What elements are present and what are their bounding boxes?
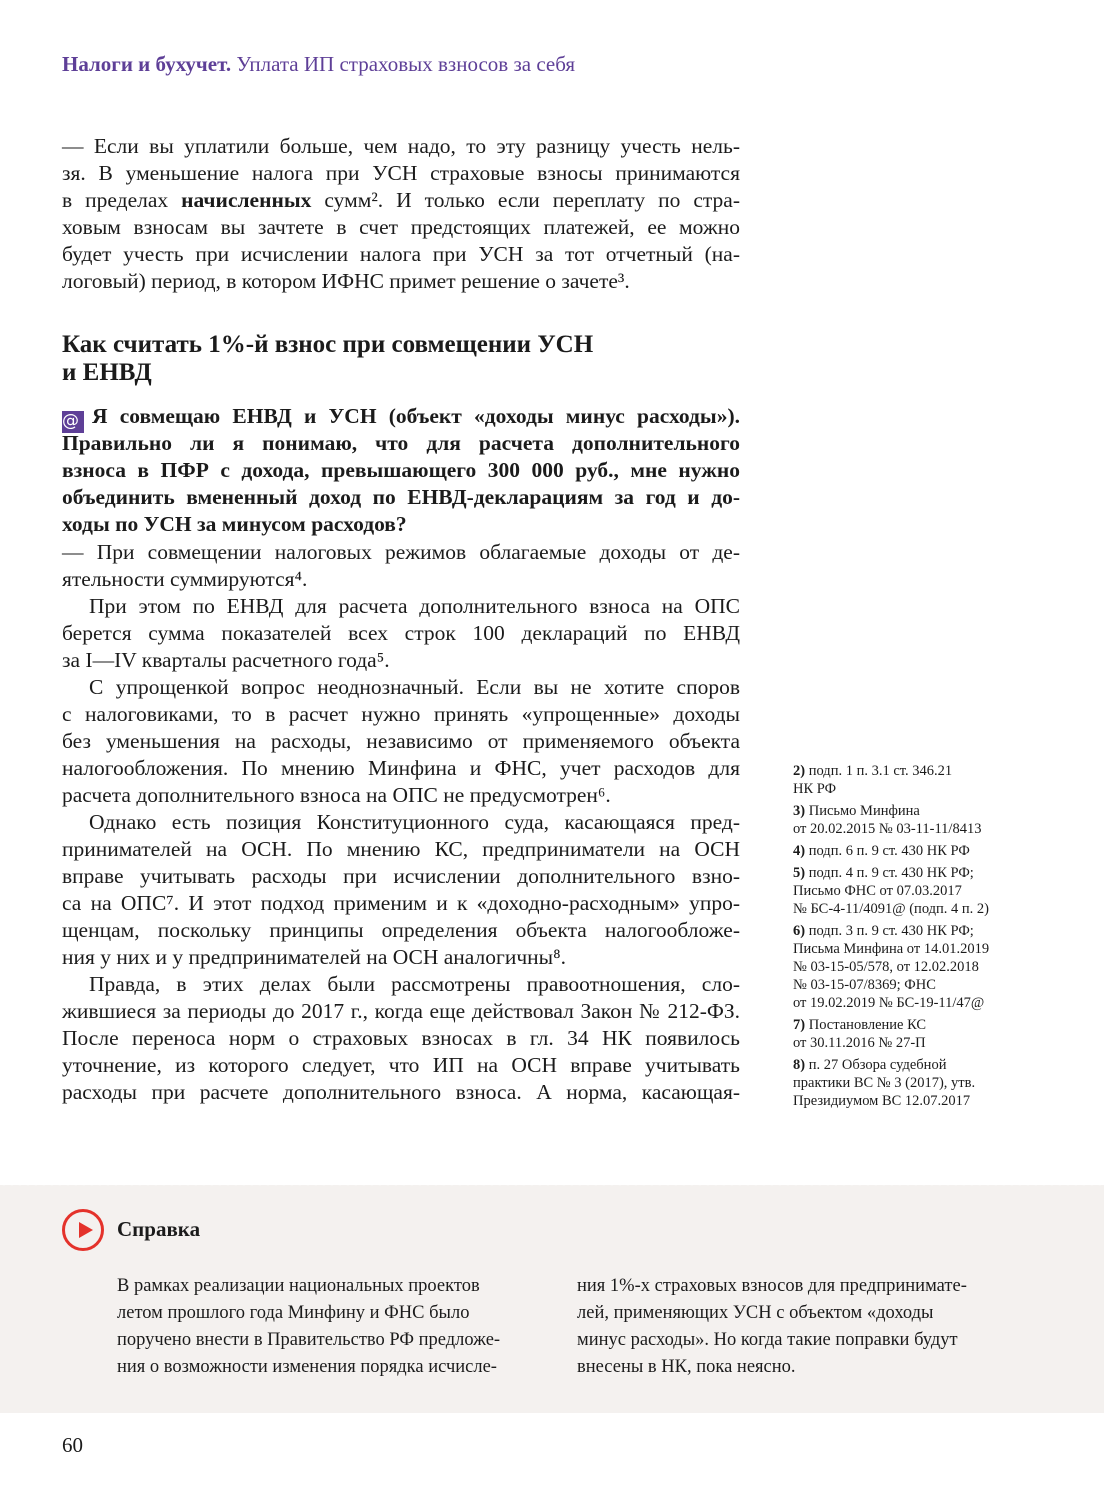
- footnote-number: 2): [793, 763, 806, 779]
- emphasis-text: начисленных: [181, 188, 312, 212]
- footnote-number: 5): [793, 865, 806, 881]
- reader-question: [62, 403, 740, 538]
- text-line: без уменьшения на расходы, независимо от применяемого объекта: [62, 729, 740, 753]
- text-line: налогообложения. По мнению Минфина и ФНС, учет расходов для: [62, 756, 740, 780]
- text-line: ния у них и у предпринимателей на ОСН аналогичны⁸.: [62, 945, 566, 969]
- text-line: уточнение, из которого следует, что ИП на ОСН вправе учитывать: [62, 1053, 740, 1077]
- footnote-text: подп. 1 п. 3.1 ст. 346.21: [808, 763, 953, 779]
- text-line: — При совмещении налоговых режимов облагаемые доходы от де-: [62, 540, 740, 564]
- text-line: При этом по ЕНВД для расчета дополнительного взноса на ОПС: [89, 594, 740, 618]
- reference-line: поручено внести в Правительство РФ предложе-: [117, 1330, 501, 1350]
- footnote-number: 6): [793, 923, 806, 939]
- reference-column-1: [117, 1273, 500, 1381]
- text-line: — Если вы уплатили больше, чем надо, то эту разницу учесть нель-: [62, 134, 740, 158]
- question-line: [62, 430, 740, 457]
- footnote-text: Письмо ФНС от 07.03.2017: [793, 883, 962, 899]
- reference-line: внесены в НК, пока неясно.: [577, 1357, 796, 1377]
- footnote: [793, 922, 1023, 1012]
- footnote-text: от 20.02.2015 № 03-11-11/8413: [793, 821, 982, 837]
- text-line: щенцам, поскольку принципы определения объекта налогообложе-: [62, 918, 740, 942]
- reference-column-2: [577, 1273, 967, 1381]
- footnote-number: 8): [793, 1057, 806, 1073]
- text-line: С упрощенкой вопрос неоднозначный. Если вы не хотите споров: [89, 675, 740, 699]
- text-line: расчета дополнительного взноса на ОПС не предусмотрен⁶.: [62, 783, 611, 807]
- text-line: [62, 187, 740, 214]
- intro-paragraph: [62, 133, 740, 295]
- reference-line: В рамках реализации национальных проектов: [117, 1276, 480, 1296]
- text-line: ховым взносам вы зачтете в счет предстоящих платежей, ее можно: [62, 215, 740, 239]
- heading-line: Как считать 1%-й взнос при совмещении УСН: [62, 331, 594, 358]
- footnote-text: от 19.02.2019 № БС-19-11/47@: [793, 995, 985, 1011]
- question-text: Правильно ли я понимаю, что для расчета дополнительного: [62, 431, 740, 455]
- footnote: [793, 762, 1023, 798]
- footnote-text: подп. 6 п. 9 ст. 430 НК РФ: [808, 843, 970, 859]
- page-number: 60: [62, 1433, 83, 1457]
- text-line: Однако есть позиция Конституционного суда, касающаяся пред-: [89, 810, 740, 834]
- footnote-number: 3): [793, 803, 806, 819]
- footnote-text: Письмо Минфина: [808, 803, 920, 819]
- footnote-text: № 03-15-07/8369; ФНС: [793, 977, 936, 993]
- section-heading: [62, 331, 593, 387]
- footnote-text: подп. 4 п. 9 ст. 430 НК РФ;: [808, 865, 974, 881]
- question-text: взноса в ПФР с дохода, превышающего 300 000 руб., мне нужно: [62, 458, 740, 482]
- section-name: Налоги и бухучет.: [62, 52, 232, 76]
- article-title: Уплата ИП страховых взносов за себя: [236, 52, 576, 76]
- reference-line: летом прошлого года Минфину и ФНС было: [117, 1303, 470, 1323]
- text-line: логовый) период, в котором ИФНС примет решение о зачете³.: [62, 269, 630, 293]
- question-line: [62, 484, 740, 511]
- footnote-text: п. 27 Обзора судебной: [808, 1057, 947, 1073]
- text-line: будет учесть при исчислении налога при УСН за тот отчетный (на-: [62, 242, 740, 266]
- footnote-text: № БС-4-11/4091@ (подп. 4 п. 2): [793, 901, 990, 917]
- text-line: вправе учитывать расходы при исчислении дополнительного взно-: [62, 864, 740, 888]
- footnote: [793, 1056, 1023, 1110]
- reference-line: ния о возможности изменения порядка исчисле-: [117, 1357, 497, 1377]
- footnotes: [793, 762, 1023, 1114]
- footnote-number: 7): [793, 1017, 806, 1033]
- text-line: жившиеся за периоды до 2017 г., когда еще действовал Закон № 212-ФЗ.: [62, 999, 740, 1023]
- question-text: объединить вмененный доход по ЕНВД-декларациям за год и до-: [62, 485, 740, 509]
- text-line: расходы при расчете дополнительного взноса. А норма, касающая-: [62, 1080, 740, 1104]
- play-icon: [62, 1209, 104, 1251]
- text-line: с налоговиками, то в расчет нужно принять «упрощенные» доходы: [62, 702, 740, 726]
- text-line: са на ОПС⁷. И этот подход применим и к «доходно-расходным» упро-: [62, 891, 740, 915]
- running-head: [62, 52, 575, 77]
- footnote-number: 4): [793, 843, 806, 859]
- footnote-text: практики ВС № 3 (2017), утв.: [793, 1075, 976, 1091]
- heading-line: и ЕНВД: [62, 359, 152, 386]
- footnote-text: подп. 3 п. 9 ст. 430 НК РФ;: [808, 923, 974, 939]
- text-line: ятельности суммируются⁴.: [62, 567, 308, 591]
- footnote: [793, 842, 1023, 860]
- footnote: [793, 864, 1023, 918]
- question-line: [62, 457, 740, 484]
- footnote-text: Президиумом ВС 12.07.2017: [793, 1093, 971, 1109]
- reference-box: [0, 1185, 1104, 1413]
- text-segment: сумм². И только если переплату по стра-: [311, 188, 740, 212]
- question-line: [62, 511, 740, 538]
- text-line: Правда, в этих делах были рассмотрены правоотношения, сло-: [89, 972, 740, 996]
- footnote-text: Постановление КС: [808, 1017, 927, 1033]
- reference-line: лей, применяющих УСН с объектом «доходы: [577, 1303, 934, 1323]
- text-line: берется сумма показателей всех строк 100 деклараций по ЕНВД: [62, 621, 740, 645]
- text-segment: в пределах: [62, 188, 182, 212]
- reference-line: ния 1%-х страховых взносов для предпринимате-: [577, 1276, 967, 1296]
- reference-line: минус расходы». Но когда такие поправки будут: [577, 1330, 958, 1350]
- reference-box-title: Справка: [117, 1217, 201, 1241]
- text-line: После переноса норм о страховых взносах в гл. 34 НК появилось: [62, 1026, 740, 1050]
- footnote-text: НК РФ: [793, 781, 837, 797]
- answer-text: [62, 539, 740, 1106]
- text-line: зя. В уменьшение налога при УСН страховые взносы принимаются: [62, 161, 740, 185]
- at-icon: @: [62, 411, 84, 433]
- footnote: [793, 1016, 1023, 1052]
- footnote: [793, 802, 1023, 838]
- question-text: ходы по УСН за минусом расходов?: [62, 512, 407, 536]
- text-line: за I—IV кварталы расчетного года⁵.: [62, 648, 390, 672]
- question-text: Я совмещаю ЕНВД и УСН (объект «доходы минус расходы»).: [92, 404, 740, 428]
- text-line: принимателей на ОСН. По мнению КС, предприниматели на ОСН: [62, 837, 740, 861]
- footnote-text: от 30.11.2016 № 27-П: [793, 1035, 926, 1051]
- question-line: [62, 403, 740, 430]
- footnote-text: Письма Минфина от 14.01.2019: [793, 941, 990, 957]
- footnote-text: № 03-15-05/578, от 12.02.2018: [793, 959, 979, 975]
